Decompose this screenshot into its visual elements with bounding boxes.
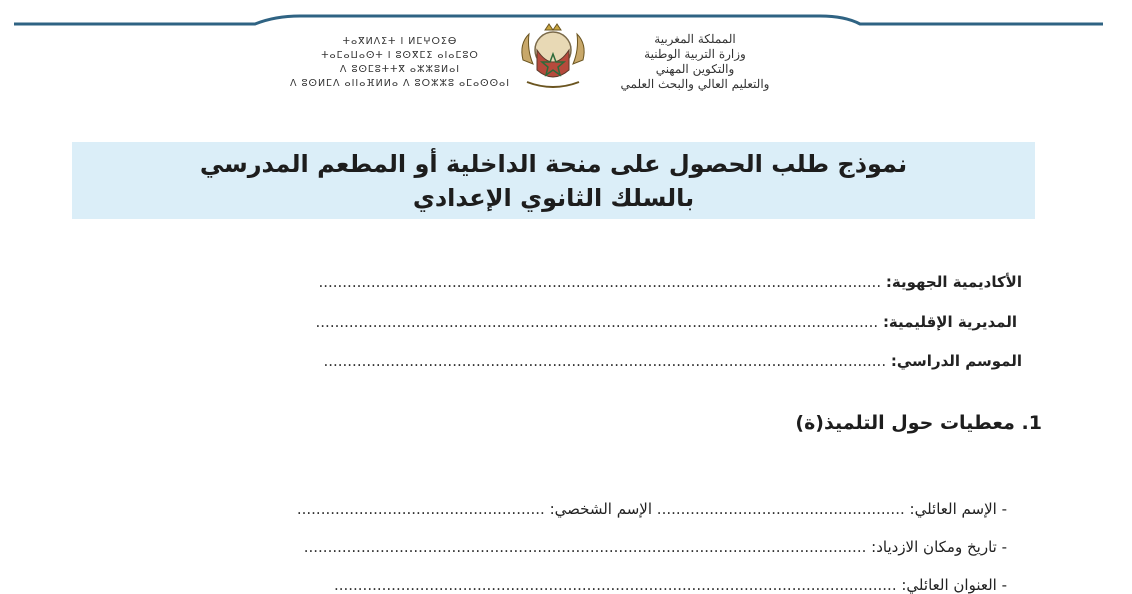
field-label: الموسم الدراسي: [890,352,1022,370]
ministry-line: وزارة التربية الوطنية [644,47,746,61]
ministry-name-tifinagh [285,35,515,91]
field-label: - العنوان العائلي: [901,576,1007,594]
field-label: - الإسم العائلي: [909,500,1007,518]
fill-line: ...................................................................................................................... [315,313,879,331]
field-label: المديرية الإقليمية: [882,313,1017,331]
fill-line: ...................................................................................................................... [303,538,867,556]
field-directorate[interactable] [316,313,1017,331]
fill-line: ...................................................................................................................... [323,352,887,370]
field-names[interactable] [297,500,1007,518]
coat-of-arms-icon [515,20,591,96]
field-label: الأكاديمية الجهوية: [885,273,1022,291]
form-title: نموذج طلب الحصول على منحة الداخلية أو المطعم المدرسي [199,150,908,178]
ministry-line: ⴷ ⵓⵙⵍⵎⴷ ⴰⵏⵏⴰⴼⵍⵍⴰ ⴷ ⵓⵔⵣⵣⵓ ⴰⵎⴰⵙⵙⴰⵏ [289,78,510,89]
ministry-line: ⵜⴰⴳⵍⴷⵉⵜ ⵏ ⵍⵎⵖⵔⵉⴱ [342,36,458,47]
fill-line: .................................................... [656,500,905,518]
ministry-line: ⵜⴰⵎⴰⵡⴰⵙⵜ ⵏ ⵓⵙⴳⵎⵉ ⴰⵏⴰⵎⵓⵔ [321,50,479,61]
form-subtitle: بالسلك الثانوي الإعدادي [412,184,695,212]
field-label: الإسم الشخصي: [549,500,653,518]
field-season[interactable] [323,352,1022,370]
field-birth[interactable] [304,538,1007,556]
fill-line: ...................................................................................................................... [318,273,882,291]
section-number: 1. [1021,412,1042,434]
ministry-line: والتعليم العالي والبحث العلمي [620,77,770,91]
ministry-name-arabic [590,32,800,92]
section-heading [795,412,1042,434]
field-academy[interactable] [318,273,1022,291]
fill-line: .................................................... [296,500,545,518]
ministry-line: المملكة المغربية [654,32,736,46]
fill-line: ...................................................................................................................... [333,576,897,594]
section-title: معطيات حول التلميذ(ة) [795,412,1015,434]
ministry-line: والتكوين المهني [655,62,735,76]
ministry-line: ⴷ ⵓⵙⵎⵓⵜⵜⴳ ⴰⵣⵣⵓⵍⴰⵏ [339,64,461,75]
field-label: - تاريخ ومكان الازدياد: [871,538,1007,556]
form-title-box [72,142,1035,219]
field-address[interactable] [334,576,1007,594]
